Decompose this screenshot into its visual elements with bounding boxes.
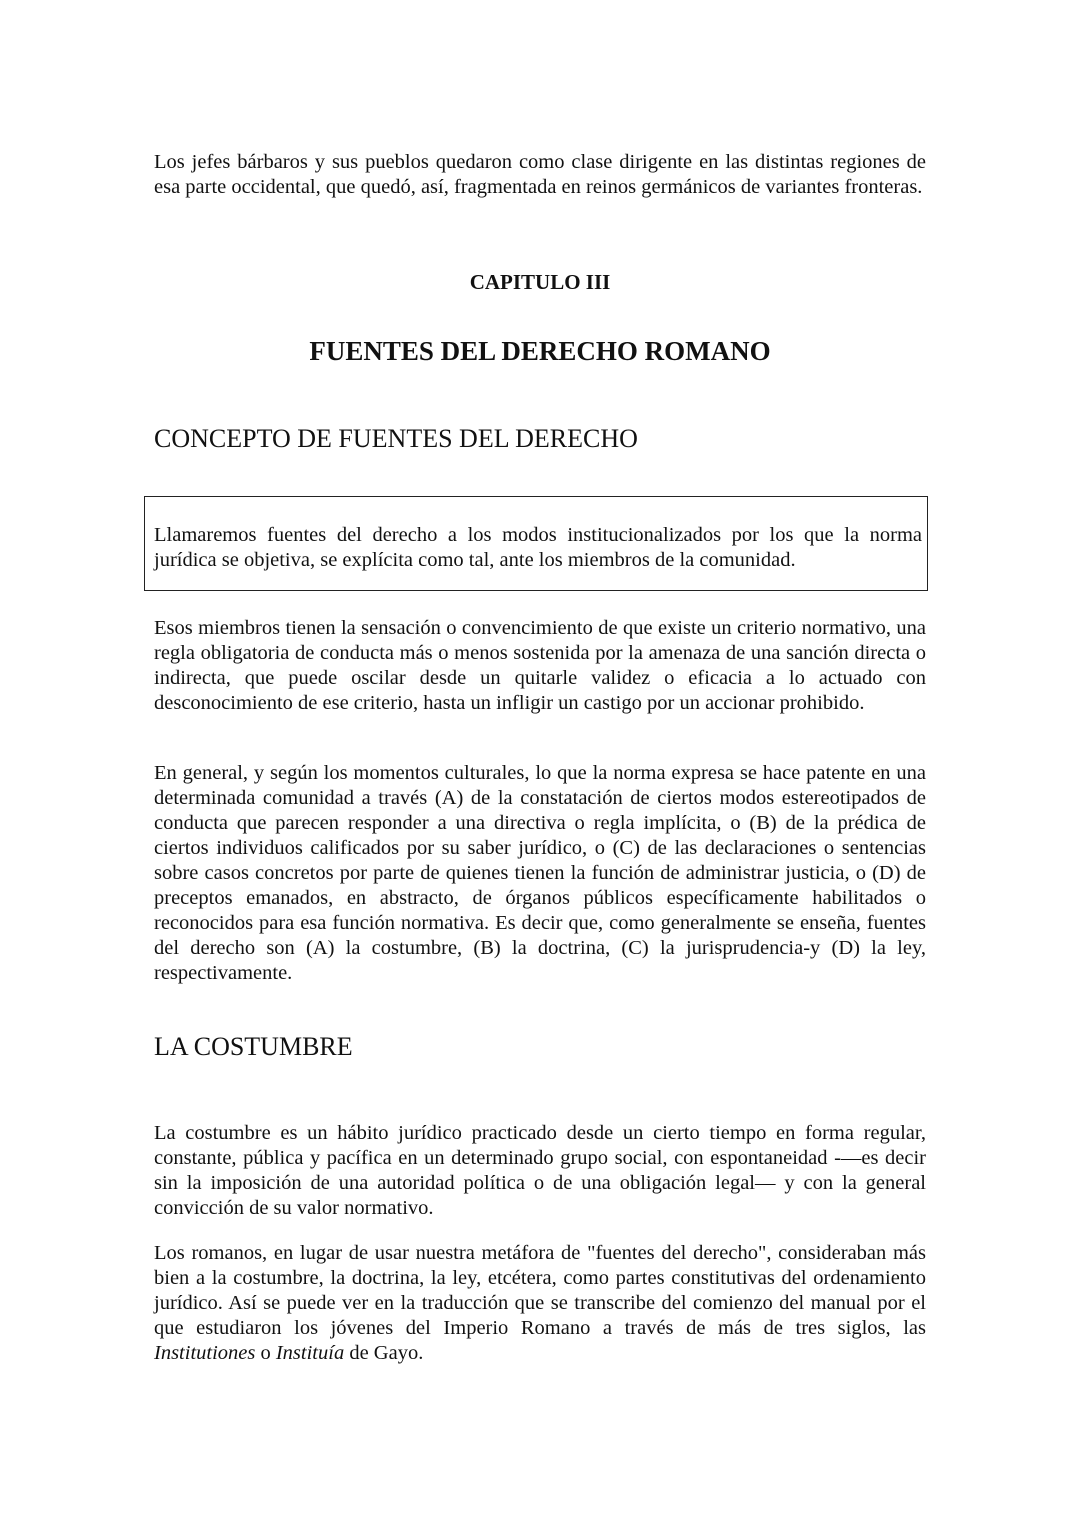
concepto-paragraph-1: Esos miembros tienen la sensación o convencimiento de que existe un criterio normativo, una regla obligatoria de conducta más o menos sostenida por la amenaza de una sanción directa o indirecta, que puede oscilar desde un quitarle validez o eficacia a lo actuado con desconocimiento de ese criterio, hasta un infligir un castigo por un accionar prohibido. [154,617,926,714]
chapter-label: CAPITULO III [469,270,611,294]
section-heading-concepto: CONCEPTO DE FUENTES DEL DERECHO [154,424,638,453]
costumbre-paragraph-2-mid: o [255,1342,276,1364]
definition-text: Llamaremos fuentes del derecho a los modos institucionalizados por los que la norma jurídica se objetiva, se explícita como tal, ante los miembros de la comunidad. [154,524,922,571]
costumbre-paragraph-2 [154,1241,926,1366]
instituia-title: Instituía [275,1342,345,1364]
institutiones-title: Institutiones [154,1342,256,1364]
intro-paragraph: Los jefes bárbaros y sus pueblos quedaron como clase dirigente en las distintas regiones de esa parte occidental, que quedó, así, fragmentada en reinos germánicos de variantes fronteras. [154,151,926,198]
definition-box [144,496,928,591]
costumbre-paragraph-1: La costumbre es un hábito jurídico practicado desde un cierto tiempo en forma regular, constante, pública y pacífica en un determinado grupo social, con espontaneidad -—es decir sin la imposición de una autoridad política o de una obligación legal— y con la general convicción de su valor normativo. [154,1122,926,1219]
concepto-paragraph-2: En general, y según los momentos culturales, lo que la norma expresa se hace patente en una determinada comunidad a través (A) de la constatación de ciertos modos estereotipados de conducta que parecen responder a una directiva o regla implícita, o (B) de la prédica de ciertos individuos calificados por su saber jurídico, o (C) de las declaraciones o sentencias sobre casos concretos por parte de quienes tienen la función de administrar justicia, o (D) de preceptos emanados, en abstracto, de órganos públicos específicamente habilitados o reconocidos para esa función normativa. Es decir que, como generalmente se enseña, fuentes del derecho son (A) la costumbre, (B) la doctrina, (C) la jurisprudencia-y (D) la ley, respectivamente. [154,762,926,984]
costumbre-paragraph-2-start: Los romanos, en lugar de usar nuestra metáfora de "fuentes del derecho", consideraban más bien a la costumbre, la doctrina, la ley, etcétera, como partes constitutivas del ordenamiento jurídico. Así se puede ver en la traducción que se transcribe del comienzo del manual por el que estudiaron los jóvenes del Imperio Romano a través de más de tres siglos, las [154,1242,926,1339]
section-heading-costumbre: LA COSTUMBRE [154,1032,353,1061]
costumbre-paragraph-2-end: de Gayo. [344,1342,424,1364]
chapter-title: FUENTES DEL DERECHO ROMANO [309,336,771,366]
